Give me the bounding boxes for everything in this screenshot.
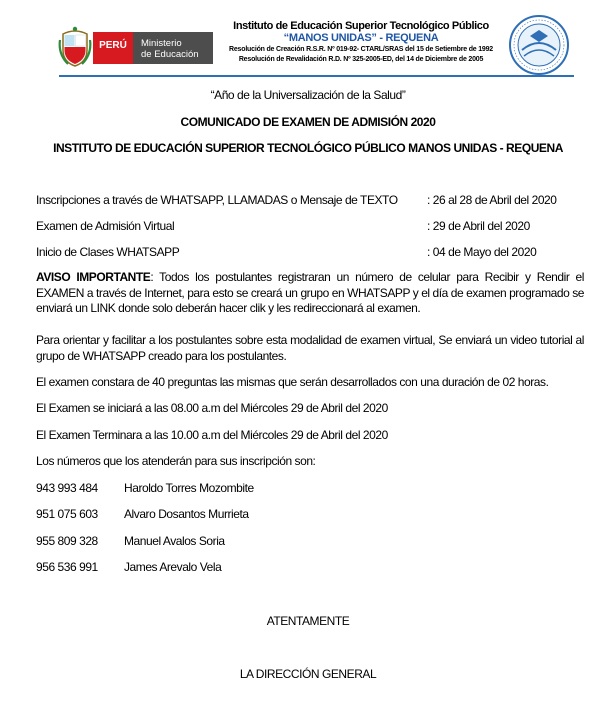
contact-name: Alvaro Dosantos Murrieta [124, 507, 249, 521]
schedule-label: Inscripciones a través de WHATSAPP, LLAMADAS o Mensaje de TEXTO [36, 193, 398, 207]
peru-coat-of-arms-icon [58, 26, 92, 68]
signature: LA DIRECCIÓN GENERAL [239, 667, 377, 681]
contact-phone: 956 536 991 [36, 560, 98, 574]
contact-name: James Arevalo Vela [124, 560, 222, 574]
exam-questions: El examen constara de 40 preguntas las mismas que serán desarrollados con una duración de 02 horas. [36, 375, 549, 389]
institute-name: Instituto de Educación Superior Tecnológico Público [233, 20, 489, 32]
contact-phone: 943 993 484 [36, 481, 98, 495]
contact-name: Haroldo Torres Mozombite [124, 481, 254, 495]
closing: ATENTAMENTE [266, 614, 350, 628]
schedule-label: Inicio de Clases WHATSAPP [36, 245, 180, 259]
exam-start: El Examen se iniciará a las 08.00 a.m del Miércoles 29 de Abril del 2020 [36, 401, 388, 415]
schedule-value: : 29 de Abril del 2020 [427, 219, 530, 233]
notice-lead: AVISO IMPORTANTE [36, 270, 151, 284]
contacts-intro: Los números que los atenderán para sus inscripción son: [36, 454, 316, 468]
schedule-value: : 26 al 28 de Abril del 2020 [427, 193, 557, 207]
exam-end: El Examen Terminara a las 10.00 a.m del Miércoles 29 de Abril del 2020 [36, 428, 388, 442]
contact-name: Manuel Avalos Soria [124, 534, 225, 548]
year-slogan: “Año de la Universalización de la Salud” [210, 88, 406, 102]
video-paragraph: Para orientar y facilitar a los postulantes sobre esta modalidad de examen virtual, Se enviará un video tutorial al grupo de WHATSAPP creado para los postulantes. [36, 333, 584, 363]
peru-label: PERÚ [99, 40, 127, 51]
ministry-line-1: Ministerio [141, 38, 182, 49]
document-title: COMUNICADO DE EXAMEN DE ADMISIÓN 2020 [180, 115, 436, 129]
contact-phone: 955 809 328 [36, 534, 98, 548]
ministry-label [141, 38, 199, 60]
notice-body: : Todos los postulantes registraran un número de celular para Recibir y Rendir el EXAMEN a través de Internet, para esto se creará un grupo en WHATSAPP y el día de examen programado se enviará un LINK donde solo deberán hacer clik y les redireccionará al examen. [36, 270, 585, 315]
schedule-label: Examen de Admisión Virtual [36, 219, 175, 233]
document-subtitle: INSTITUTO DE EDUCACIÓN SUPERIOR TECNOLÓGICO PÚBLICO MANOS UNIDAS - REQUENA [53, 141, 563, 155]
header-divider [59, 75, 574, 77]
institute-seal-icon [508, 14, 570, 76]
schedule-value: : 04 de Mayo del 2020 [427, 245, 537, 259]
resolution-revalidation: Resolución de Revalidación R.D. Nº 325-2005-ED, del 14 de Diciembre de 2005 [238, 56, 484, 63]
ministry-line-2: de Educación [141, 49, 199, 60]
resolution-creation: Resolución de Creación R.S.R. Nº 019-92- CTARL/SRAS del 15 de Setiembre de 1992 [229, 46, 493, 53]
important-notice [36, 270, 584, 317]
contact-phone: 951 075 603 [36, 507, 98, 521]
institute-slogan: “MANOS UNIDAS” - REQUENA [283, 32, 439, 44]
